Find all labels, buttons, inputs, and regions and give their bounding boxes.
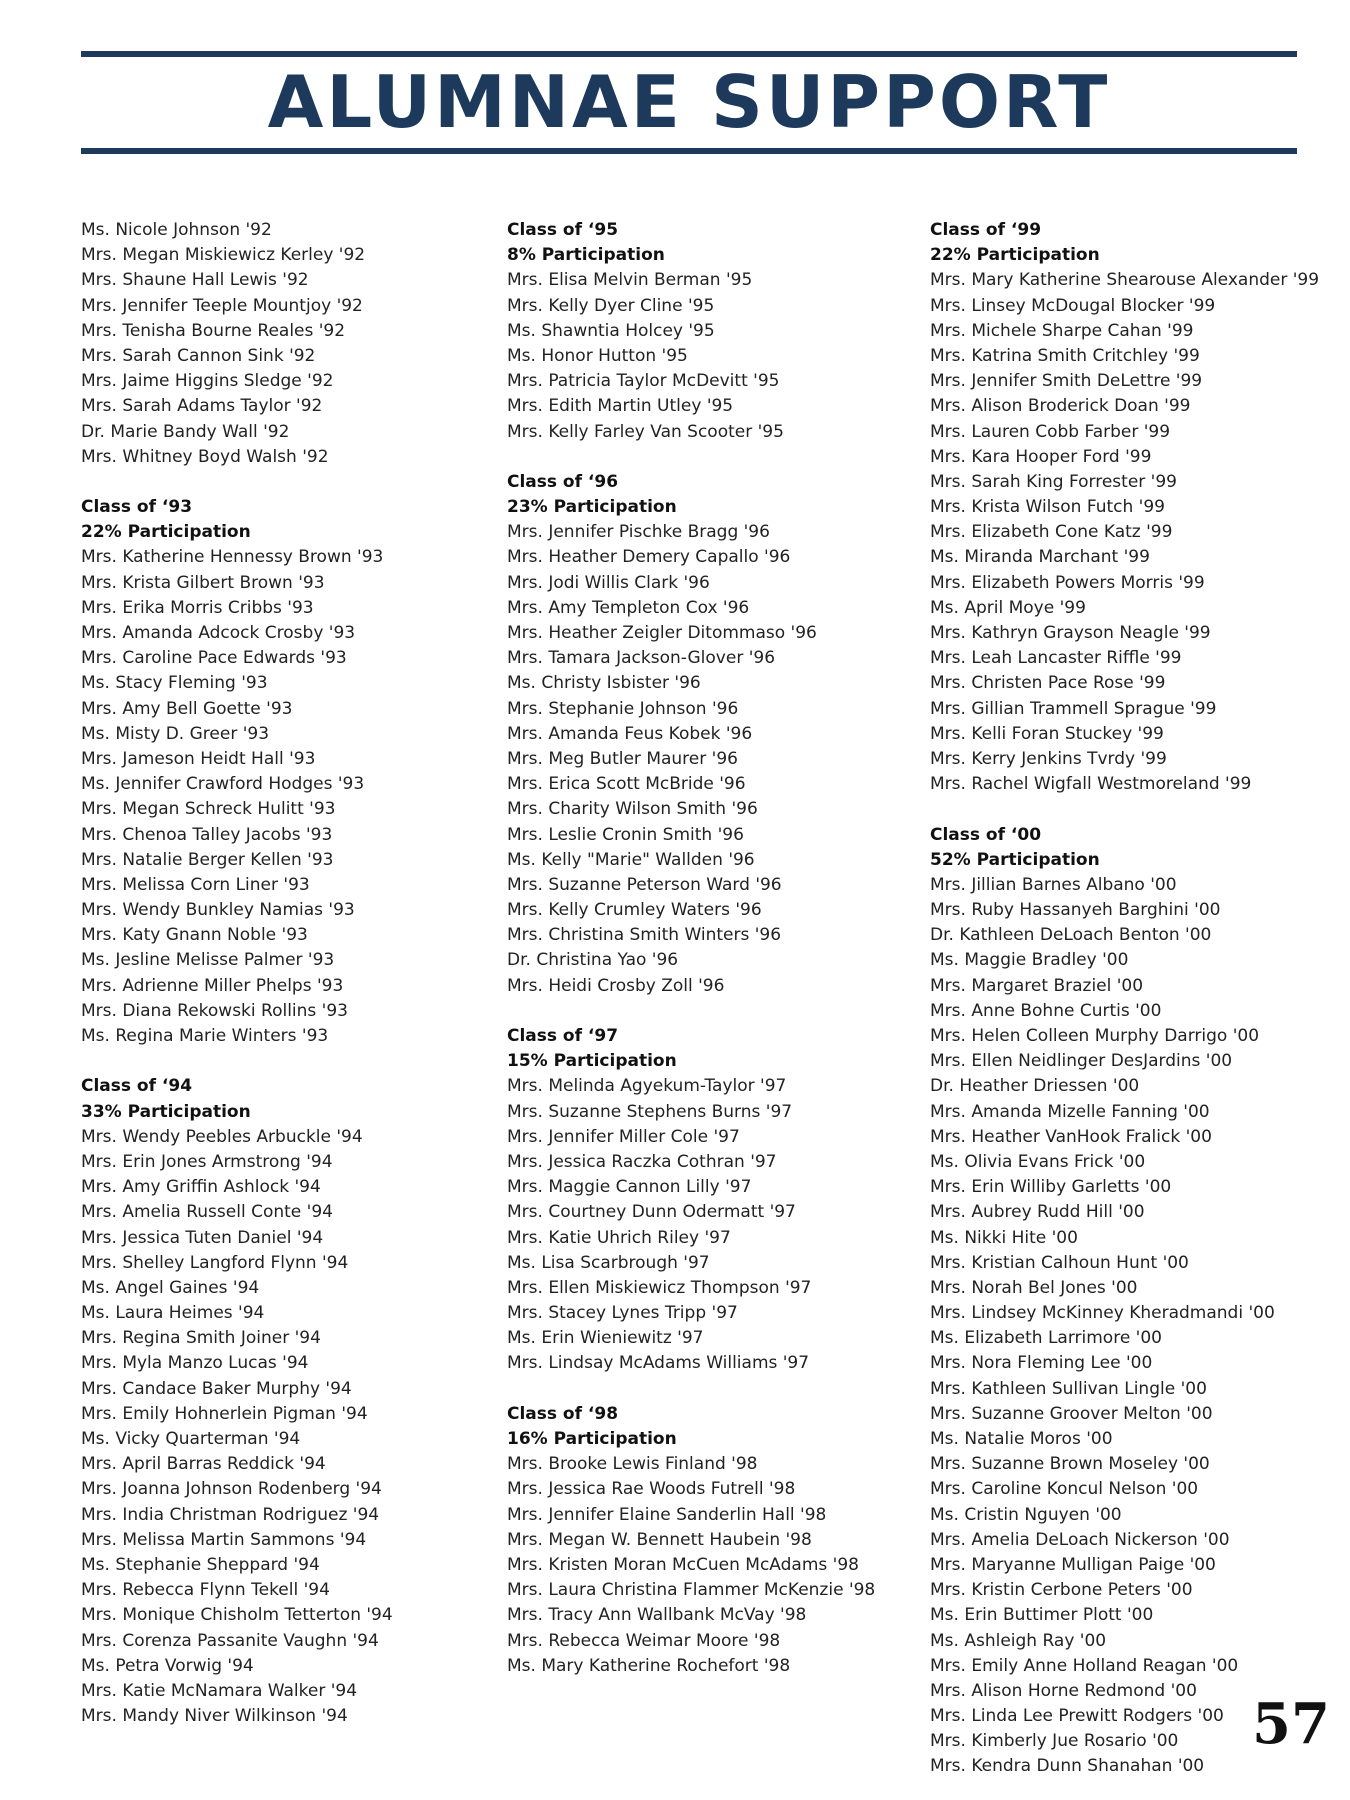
donor-name: Mrs. Amelia Russell Conte '94 <box>81 1202 333 1223</box>
donor-name: Mrs. Amy Bell Goette '93 <box>81 698 293 719</box>
donor-name: Mrs. Wendy Peebles Arbuckle '94 <box>81 1126 363 1147</box>
donor-name: Ms. Maggie Bradley '00 <box>930 950 1129 971</box>
donor-name: Mrs. Suzanne Stephens Burns '97 <box>507 1101 793 1122</box>
class-group <box>81 218 393 470</box>
donor-name: Mrs. April Barras Reddick '94 <box>81 1454 326 1475</box>
donor-name: Mrs. Katy Gnann Noble '93 <box>81 925 308 946</box>
donor-name: Mrs. Jessica Rae Woods Futrell '98 <box>507 1479 796 1500</box>
donor-name: Ms. Stacy Fleming '93 <box>81 673 268 694</box>
donor-name: Dr. Christina Yao '96 <box>507 950 679 971</box>
participation-rate: 16% Participation <box>507 1429 677 1449</box>
donor-name: Ms. Lisa Scarbrough '97 <box>507 1252 710 1273</box>
donor-name: Mrs. Wendy Bunkley Namias '93 <box>81 900 355 921</box>
donor-name: Mrs. Jennifer Pischke Bragg '96 <box>507 522 770 543</box>
donor-name: Ms. Nikki Hite '00 <box>930 1227 1078 1248</box>
donor-name: Mrs. Katrina Smith Critchley '99 <box>930 345 1200 366</box>
donor-name: Ms. Petra Vorwig '94 <box>81 1655 254 1676</box>
participation-rate: 8% Participation <box>507 245 665 266</box>
donor-name: Mrs. Amelia DeLoach Nickerson '00 <box>930 1529 1230 1550</box>
donor-name: Dr. Marie Bandy Wall '92 <box>81 421 290 442</box>
class-heading: Class of ‘99 <box>930 220 1042 240</box>
donor-name: Mrs. Candace Baker Murphy '94 <box>81 1378 352 1399</box>
class-group <box>507 470 875 999</box>
donor-name: Mrs. Kelly Farley Van Scooter '95 <box>507 421 784 442</box>
donor-name: Mrs. Chenoa Talley Jacobs '93 <box>81 824 333 845</box>
donor-name: Mrs. Michele Sharpe Cahan '99 <box>930 320 1194 341</box>
donor-name: Mrs. Jillian Barnes Albano '00 <box>930 874 1177 895</box>
class-group <box>81 495 393 1049</box>
donor-name: Ms. Honor Hutton '95 <box>507 345 688 366</box>
donor-name: Mrs. Leslie Cronin Smith '96 <box>507 824 744 845</box>
donor-name: Ms. Cristin Nguyen '00 <box>930 1504 1122 1525</box>
top-rule <box>81 51 1297 57</box>
donor-name: Mrs. Jaime Higgins Sledge '92 <box>81 371 334 392</box>
donor-name: Mrs. Krista Wilson Futch '99 <box>930 497 1165 518</box>
donor-name: Mrs. Katie Uhrich Riley '97 <box>507 1227 731 1248</box>
donor-name: Mrs. Maggie Cannon Lilly '97 <box>507 1177 752 1198</box>
donor-name: Mrs. Aubrey Rudd Hill '00 <box>930 1202 1145 1223</box>
donor-name: Ms. Miranda Marchant '99 <box>930 547 1150 568</box>
donor-name: Mrs. Heather Demery Capallo '96 <box>507 547 791 568</box>
donor-name: Mrs. Kathryn Grayson Neagle '99 <box>930 623 1211 643</box>
donor-name: Mrs. Melissa Martin Sammons '94 <box>81 1529 367 1550</box>
donor-name: Mrs. Ellen Miskiewicz Thompson '97 <box>507 1277 812 1298</box>
donor-name: Mrs. Caroline Pace Edwards '93 <box>81 648 347 669</box>
participation-rate: 22% Participation <box>930 245 1100 266</box>
class-group <box>507 1024 875 1377</box>
donor-name: Mrs. Erin Jones Armstrong '94 <box>81 1151 333 1172</box>
donor-name: Mrs. Maryanne Mulligan Paige '00 <box>930 1554 1216 1575</box>
donor-name: Ms. April Moye '99 <box>930 597 1086 618</box>
donor-name: Mrs. Stephanie Johnson '96 <box>507 698 739 719</box>
donor-name: Mrs. Patricia Taylor McDevitt '95 <box>507 371 780 392</box>
donor-name: Mrs. Tracy Ann Wallbank McVay '98 <box>507 1605 807 1626</box>
donor-name: Mrs. Charity Wilson Smith '96 <box>507 799 758 820</box>
donor-name: Mrs. Suzanne Peterson Ward '96 <box>507 874 782 895</box>
donor-name: Mrs. Whitney Boyd Walsh '92 <box>81 446 329 467</box>
donor-name: Ms. Erin Wieniewitz '97 <box>507 1328 704 1349</box>
donor-name: Mrs. Rebecca Weimar Moore '98 <box>507 1630 781 1651</box>
donor-name: Mrs. Tamara Jackson-Glover '96 <box>507 648 776 669</box>
donor-name: Mrs. Joanna Johnson Rodenberg '94 <box>81 1479 382 1500</box>
donor-name: Mrs. Elizabeth Powers Morris '99 <box>930 572 1205 593</box>
donor-name: Mrs. Amy Griffin Ashlock '94 <box>81 1177 321 1198</box>
donor-name: Mrs. Kimberly Jue Rosario '00 <box>930 1731 1179 1752</box>
column-2 <box>507 218 875 1679</box>
donor-name: Mrs. Tenisha Bourne Reales '92 <box>81 320 346 341</box>
class-heading: Class of ‘95 <box>507 220 619 240</box>
donor-name: Ms. Ashleigh Ray '00 <box>930 1630 1107 1651</box>
donor-name: Mrs. Kelly Dyer Cline '95 <box>507 295 715 316</box>
donor-name: Mrs. Amanda Adcock Crosby '93 <box>81 623 356 643</box>
donor-name: Ms. Shawntia Holcey '95 <box>507 320 715 341</box>
donor-name: Mrs. Krista Gilbert Brown '93 <box>81 572 325 593</box>
donor-name: Mrs. India Christman Rodriguez '94 <box>81 1504 380 1525</box>
donor-name: Mrs. Kristin Cerbone Peters '00 <box>930 1580 1193 1601</box>
donor-name: Mrs. Rachel Wigfall Westmoreland '99 <box>930 774 1252 795</box>
donor-name: Mrs. Margaret Braziel '00 <box>930 975 1144 996</box>
donor-name: Mrs. Brooke Lewis Finland '98 <box>507 1454 758 1475</box>
donor-name: Mrs. Heather Zeigler Ditommaso '96 <box>507 623 817 643</box>
page-title: ALUMNAE SUPPORT <box>267 60 1111 144</box>
class-heading: Class of ‘94 <box>81 1076 193 1097</box>
participation-rate: 15% Participation <box>507 1051 677 1072</box>
donor-name: Mrs. Emily Hohnerlein Pigman '94 <box>81 1403 368 1424</box>
donor-name: Mrs. Katherine Hennessy Brown '93 <box>81 547 384 568</box>
donor-name: Ms. Nicole Johnson '92 <box>81 220 272 240</box>
donor-name: Mrs. Suzanne Groover Melton '00 <box>930 1403 1213 1424</box>
participation-rate: 33% Participation <box>81 1101 251 1122</box>
donor-name: Ms. Olivia Evans Frick '00 <box>930 1151 1146 1172</box>
donor-name: Ms. Natalie Moros '00 <box>930 1429 1113 1449</box>
donor-name: Mrs. Myla Manzo Lucas '94 <box>81 1353 309 1374</box>
donor-name: Mrs. Christen Pace Rose '99 <box>930 673 1166 694</box>
donor-name: Mrs. Jennifer Elaine Sanderlin Hall '98 <box>507 1504 827 1525</box>
class-heading: Class of ‘93 <box>81 497 193 518</box>
donor-name: Mrs. Kendra Dunn Shanahan '00 <box>930 1756 1205 1777</box>
donor-name: Mrs. Mandy Niver Wilkinson '94 <box>81 1706 348 1727</box>
donor-name: Mrs. Edith Martin Utley '95 <box>507 396 734 417</box>
donor-name: Mrs. Caroline Koncul Nelson '00 <box>930 1479 1199 1500</box>
donor-name: Mrs. Lindsey McKinney Kheradmandi '00 <box>930 1303 1275 1324</box>
class-group <box>507 1402 875 1679</box>
donor-name: Mrs. Erika Morris Cribbs '93 <box>81 597 314 618</box>
donor-name: Mrs. Amanda Feus Kobek '96 <box>507 723 753 744</box>
class-heading: Class of ‘96 <box>507 471 619 492</box>
donor-name: Mrs. Norah Bel Jones '00 <box>930 1277 1138 1298</box>
donor-name: Mrs. Nora Fleming Lee '00 <box>930 1353 1153 1374</box>
donor-name: Mrs. Heidi Crosby Zoll '96 <box>507 975 725 996</box>
participation-rate: 52% Participation <box>930 849 1100 870</box>
participation-rate: 22% Participation <box>81 522 251 543</box>
donor-name: Mrs. Mary Katherine Shearouse Alexander '99 <box>930 270 1320 291</box>
donor-name: Mrs. Lauren Cobb Farber '99 <box>930 421 1171 442</box>
donor-name: Mrs. Amanda Mizelle Fanning '00 <box>930 1101 1210 1122</box>
donor-name: Mrs. Erin Williby Garletts '00 <box>930 1177 1172 1198</box>
class-heading: Class of ‘97 <box>507 1026 619 1046</box>
donor-name: Dr. Kathleen DeLoach Benton '00 <box>930 925 1212 946</box>
donor-name: Mrs. Sarah King Forrester '99 <box>930 471 1177 492</box>
donor-name: Ms. Stephanie Sheppard '94 <box>81 1554 320 1575</box>
donor-name: Mrs. Kathleen Sullivan Lingle '00 <box>930 1378 1207 1399</box>
donor-name: Mrs. Ellen Neidlinger DesJardins '00 <box>930 1051 1233 1072</box>
donor-name: Ms. Jennifer Crawford Hodges '93 <box>81 774 365 795</box>
donor-name: Mrs. Diana Rekowski Rollins '93 <box>81 1000 348 1021</box>
donor-name: Mrs. Adrienne Miller Phelps '93 <box>81 975 344 996</box>
donor-name: Mrs. Laura Christina Flammer McKenzie '98 <box>507 1580 876 1601</box>
donor-name: Mrs. Alison Broderick Doan '99 <box>930 396 1191 417</box>
donor-name: Mrs. Megan W. Bennett Haubein '98 <box>507 1529 812 1550</box>
donor-name: Mrs. Jodi Willis Clark '96 <box>507 572 710 593</box>
donor-name: Mrs. Monique Chisholm Tetterton '94 <box>81 1605 393 1626</box>
donor-name: Ms. Mary Katherine Rochefort '98 <box>507 1655 791 1676</box>
donor-name: Mrs. Helen Colleen Murphy Darrigo '00 <box>930 1026 1260 1046</box>
participation-rate: 23% Participation <box>507 497 677 518</box>
column-1 <box>81 218 393 1729</box>
donor-name: Mrs. Gillian Trammell Sprague '99 <box>930 698 1217 719</box>
class-group <box>81 1074 393 1729</box>
donor-name: Mrs. Heather VanHook Fralick '00 <box>930 1126 1212 1147</box>
donor-name: Mrs. Linsey McDougal Blocker '99 <box>930 295 1216 316</box>
donor-name: Mrs. Kristen Moran McCuen McAdams '98 <box>507 1554 859 1575</box>
donor-name: Mrs. Jessica Tuten Daniel '94 <box>81 1227 324 1248</box>
donor-name: Mrs. Kelli Foran Stuckey '99 <box>930 723 1164 744</box>
donor-name: Mrs. Anne Bohne Curtis '00 <box>930 1000 1162 1021</box>
class-group <box>507 218 875 445</box>
donor-name: Mrs. Alison Horne Redmond '00 <box>930 1680 1197 1701</box>
donor-name: Mrs. Corenza Passanite Vaughn '94 <box>81 1630 379 1651</box>
donor-name: Ms. Regina Marie Winters '93 <box>81 1026 329 1046</box>
donor-name: Mrs. Kristian Calhoun Hunt '00 <box>930 1252 1189 1273</box>
donor-name: Mrs. Kelly Crumley Waters '96 <box>507 900 762 921</box>
donor-name: Mrs. Erica Scott McBride '96 <box>507 774 746 795</box>
donor-name: Mrs. Courtney Dunn Odermatt '97 <box>507 1202 796 1223</box>
donor-name: Mrs. Natalie Berger Kellen '93 <box>81 849 334 870</box>
class-group <box>930 218 1319 797</box>
donor-name: Mrs. Amy Templeton Cox '96 <box>507 597 750 618</box>
donor-name: Mrs. Melinda Agyekum-Taylor '97 <box>507 1076 787 1097</box>
donor-name: Mrs. Jessica Raczka Cothran '97 <box>507 1151 777 1172</box>
donor-name: Mrs. Regina Smith Joiner '94 <box>81 1328 321 1349</box>
donor-name: Ms. Elizabeth Larrimore '00 <box>930 1328 1162 1349</box>
donor-name: Mrs. Sarah Adams Taylor '92 <box>81 396 323 417</box>
donor-name: Mrs. Suzanne Brown Moseley '00 <box>930 1454 1210 1475</box>
donor-name: Mrs. Meg Butler Maurer '96 <box>507 748 738 769</box>
donor-name: Mrs. Megan Schreck Hulitt '93 <box>81 799 336 820</box>
column-3 <box>930 218 1319 1780</box>
donor-name: Mrs. Lindsay McAdams Williams '97 <box>507 1353 810 1374</box>
donor-name: Mrs. Jennifer Teeple Mountjoy '92 <box>81 295 363 316</box>
donor-name: Mrs. Jameson Heidt Hall '93 <box>81 748 316 769</box>
donor-name: Dr. Heather Driessen '00 <box>930 1076 1140 1097</box>
bottom-rule <box>81 148 1297 154</box>
class-group <box>930 823 1319 1780</box>
donor-name: Mrs. Stacey Lynes Tripp '97 <box>507 1303 738 1324</box>
donor-name: Mrs. Ruby Hassanyeh Barghini '00 <box>930 900 1221 921</box>
donor-name: Mrs. Rebecca Flynn Tekell '94 <box>81 1580 330 1601</box>
donor-name: Mrs. Megan Miskiewicz Kerley '92 <box>81 245 366 266</box>
donor-name: Ms. Laura Heimes '94 <box>81 1303 265 1324</box>
class-heading: Class of ‘00 <box>930 824 1042 845</box>
donor-name: Ms. Angel Gaines '94 <box>81 1277 260 1298</box>
donor-name: Mrs. Christina Smith Winters '96 <box>507 925 782 946</box>
donor-name: Ms. Erin Buttimer Plott '00 <box>930 1605 1154 1626</box>
donor-name: Ms. Kelly "Marie" Wallden '96 <box>507 849 755 870</box>
donor-name: Ms. Jesline Melisse Palmer '93 <box>81 950 335 971</box>
donor-name: Mrs. Emily Anne Holland Reagan '00 <box>930 1655 1239 1676</box>
donor-name: Mrs. Katie McNamara Walker '94 <box>81 1680 358 1701</box>
donor-name: Mrs. Elisa Melvin Berman '95 <box>507 270 753 291</box>
page-number: 57 <box>1252 1691 1330 1757</box>
donor-name: Mrs. Linda Lee Prewitt Rodgers '00 <box>930 1706 1224 1727</box>
donor-name: Mrs. Jennifer Smith DeLettre '99 <box>930 371 1203 392</box>
donor-name: Mrs. Jennifer Miller Cole '97 <box>507 1126 740 1147</box>
donor-name: Mrs. Elizabeth Cone Katz '99 <box>930 522 1173 543</box>
donor-name: Mrs. Leah Lancaster Riffle '99 <box>930 648 1182 669</box>
donor-name: Mrs. Kerry Jenkins Tvrdy '99 <box>930 748 1167 769</box>
donor-name: Mrs. Shelley Langford Flynn '94 <box>81 1252 349 1273</box>
class-heading: Class of ‘98 <box>507 1403 619 1424</box>
donor-name: Mrs. Kara Hooper Ford '99 <box>930 446 1152 467</box>
donor-name: Mrs. Sarah Cannon Sink '92 <box>81 345 316 366</box>
donor-name: Ms. Vicky Quarterman '94 <box>81 1429 301 1449</box>
donor-name: Ms. Christy Isbister '96 <box>507 673 701 694</box>
donor-name: Ms. Misty D. Greer '93 <box>81 723 270 744</box>
donor-name: Mrs. Melissa Corn Liner '93 <box>81 874 310 895</box>
donor-name: Mrs. Shaune Hall Lewis '92 <box>81 270 309 291</box>
